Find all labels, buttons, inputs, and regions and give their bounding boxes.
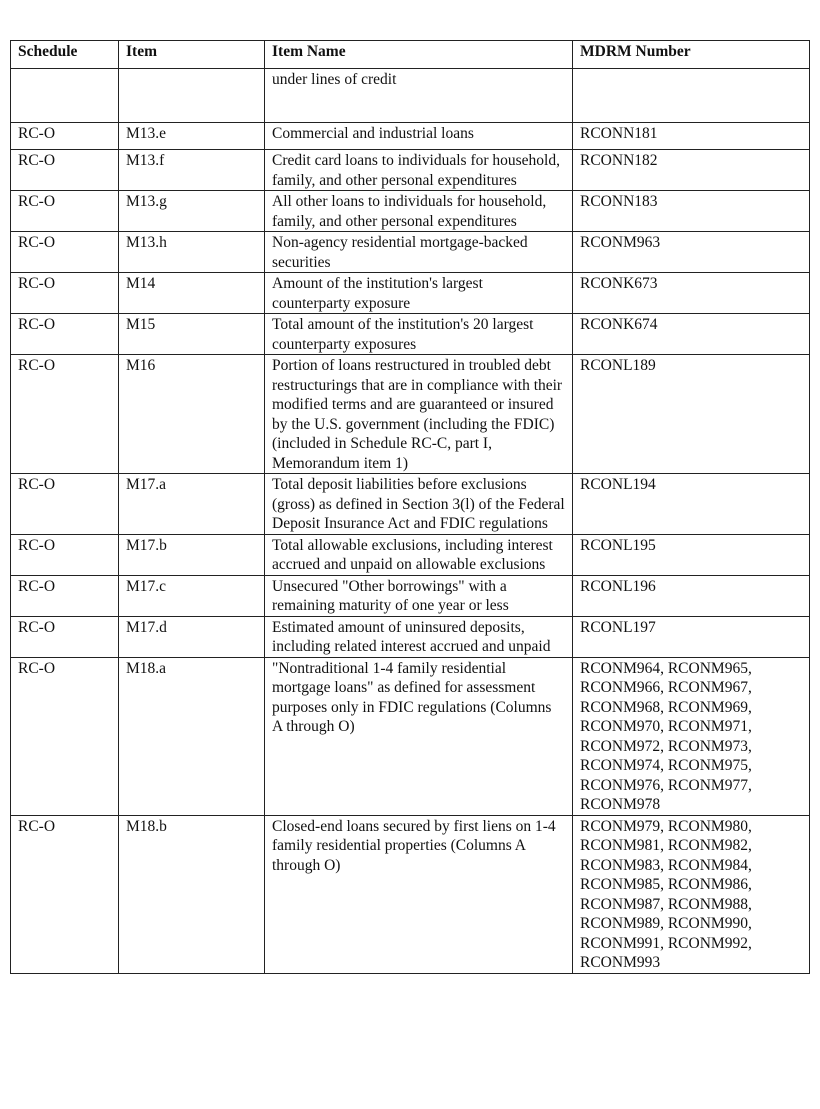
cell-mdrm: RCONM979, RCONM980, RCONM981, RCONM982, RCONM983, RCONM984, RCONM985, RCONM986, RCONM987, RCONM988, RCONM989, RCONM990, RCONM991, RCONM992, RCONM993 xyxy=(573,815,810,973)
cell-item: M17.d xyxy=(119,616,265,657)
cell-item-name: Commercial and industrial loans xyxy=(265,123,573,150)
cell-mdrm: RCONL197 xyxy=(573,616,810,657)
cell-item-name: Non-agency residential mortgage-backed securities xyxy=(265,232,573,273)
mdrm-table xyxy=(10,40,810,974)
table-row xyxy=(11,575,810,616)
cell-item: M13.g xyxy=(119,191,265,232)
table-row xyxy=(11,474,810,535)
cell-item: M17.c xyxy=(119,575,265,616)
cell-item-name: Total allowable exclusions, including interest accrued and unpaid on allowable exclusions xyxy=(265,534,573,575)
cell-schedule: RC-O xyxy=(11,232,119,273)
table-header-row xyxy=(11,41,810,69)
cell-item-name: Total amount of the institution's 20 largest counterparty exposures xyxy=(265,314,573,355)
cell-schedule: RC-O xyxy=(11,123,119,150)
cell-mdrm: RCONN182 xyxy=(573,150,810,191)
cell-mdrm: RCONL194 xyxy=(573,474,810,535)
cell-item: M14 xyxy=(119,273,265,314)
cell-schedule: RC-O xyxy=(11,273,119,314)
cell-schedule: RC-O xyxy=(11,191,119,232)
header-mdrm-number: MDRM Number xyxy=(573,41,810,69)
cell-schedule: RC-O xyxy=(11,314,119,355)
cell-item-name: Portion of loans restructured in troubled debt restructurings that are in compliance with their modified terms and are guaranteed or insured by the U.S. government (including the FDIC) (included in Schedule RC-C, part I, Memorandum item 1) xyxy=(265,355,573,474)
cell-item: M15 xyxy=(119,314,265,355)
table-row xyxy=(11,616,810,657)
table-row xyxy=(11,232,810,273)
cell-mdrm: RCONN183 xyxy=(573,191,810,232)
table-row xyxy=(11,355,810,474)
cell-item: M16 xyxy=(119,355,265,474)
cell-schedule xyxy=(11,69,119,123)
cell-schedule: RC-O xyxy=(11,355,119,474)
cell-mdrm: RCONL189 xyxy=(573,355,810,474)
table-row xyxy=(11,150,810,191)
table-row xyxy=(11,191,810,232)
cell-item-name: Unsecured "Other borrowings" with a remaining maturity of one year or less xyxy=(265,575,573,616)
header-item: Item xyxy=(119,41,265,69)
cell-mdrm: RCONK674 xyxy=(573,314,810,355)
cell-mdrm: RCONM964, RCONM965, RCONM966, RCONM967, RCONM968, RCONM969, RCONM970, RCONM971, RCONM972, RCONM973, RCONM974, RCONM975, RCONM976, RCONM977, RCONM978 xyxy=(573,657,810,815)
cell-schedule: RC-O xyxy=(11,815,119,973)
cell-item-name: Estimated amount of uninsured deposits, including related interest accrued and unpaid xyxy=(265,616,573,657)
cell-item-name: Amount of the institution's largest counterparty exposure xyxy=(265,273,573,314)
table-row xyxy=(11,657,810,815)
cell-schedule: RC-O xyxy=(11,657,119,815)
table-row xyxy=(11,815,810,973)
document-page xyxy=(10,40,809,974)
cell-item: M17.b xyxy=(119,534,265,575)
cell-mdrm: RCONL196 xyxy=(573,575,810,616)
cell-item: M13.h xyxy=(119,232,265,273)
table-row xyxy=(11,534,810,575)
cell-item-name: under lines of credit xyxy=(265,69,573,123)
cell-item: M13.f xyxy=(119,150,265,191)
cell-schedule: RC-O xyxy=(11,534,119,575)
cell-item: M18.b xyxy=(119,815,265,973)
cell-mdrm xyxy=(573,69,810,123)
cell-item: M17.a xyxy=(119,474,265,535)
cell-item-name: Total deposit liabilities before exclusions (gross) as defined in Section 3(l) of the Federal Deposit Insurance Act and FDIC regulations xyxy=(265,474,573,535)
table-row xyxy=(11,314,810,355)
cell-item-name: Closed-end loans secured by first liens on 1-4 family residential properties (Columns A through O) xyxy=(265,815,573,973)
cell-item-name: Credit card loans to individuals for household, family, and other personal expenditures xyxy=(265,150,573,191)
table-row xyxy=(11,123,810,150)
table-row xyxy=(11,273,810,314)
cell-schedule: RC-O xyxy=(11,616,119,657)
cell-schedule: RC-O xyxy=(11,474,119,535)
cell-mdrm: RCONM963 xyxy=(573,232,810,273)
cell-item: M13.e xyxy=(119,123,265,150)
cell-schedule: RC-O xyxy=(11,575,119,616)
header-schedule: Schedule xyxy=(11,41,119,69)
cell-mdrm: RCONN181 xyxy=(573,123,810,150)
table-row xyxy=(11,69,810,123)
cell-item-name: All other loans to individuals for household, family, and other personal expenditures xyxy=(265,191,573,232)
cell-mdrm: RCONL195 xyxy=(573,534,810,575)
cell-item: M18.a xyxy=(119,657,265,815)
cell-item xyxy=(119,69,265,123)
cell-item-name: "Nontraditional 1-4 family residential mortgage loans" as defined for assessment purposes only in FDIC regulations (Columns A through O) xyxy=(265,657,573,815)
cell-schedule: RC-O xyxy=(11,150,119,191)
header-item-name: Item Name xyxy=(265,41,573,69)
cell-mdrm: RCONK673 xyxy=(573,273,810,314)
